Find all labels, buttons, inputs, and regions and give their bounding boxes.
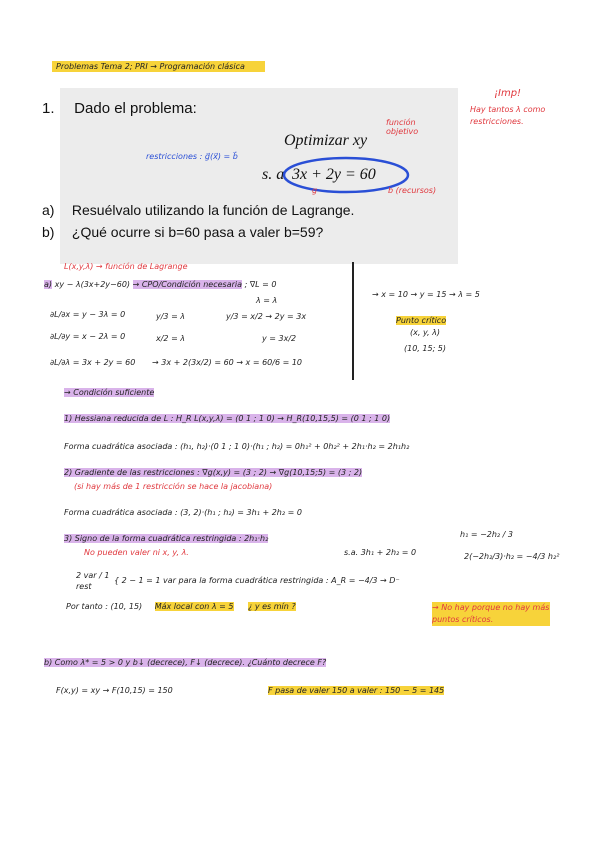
imp-body: Hay tantos λ como restricciones. <box>470 105 546 126</box>
header-title: Problemas Tema 2; PRI → Programación clásica <box>52 61 265 72</box>
portanto: Por tanto : (10, 15) <box>66 602 143 611</box>
dx: ∂L/∂x = y − 3λ = 0 <box>50 310 126 319</box>
st-label: s. a <box>262 166 285 183</box>
portanto-line <box>66 602 296 611</box>
b-recursos-note: b (recursos) <box>388 186 437 195</box>
g-note: g <box>312 186 318 195</box>
eq1: y/3 = x/2 → 2y = 3x <box>226 312 307 321</box>
a-line <box>44 280 277 289</box>
var-rest: 2 var / 1 rest <box>76 571 110 591</box>
a-label: a) <box>44 280 53 289</box>
h2: 2(−2h₂/3)·h₂ = −4/3 h₂² <box>464 552 560 561</box>
funcion-objetivo-note: función objetivo <box>386 118 419 136</box>
problem-intro: Dado el problema: <box>74 100 197 117</box>
dy: ∂L/∂y = x − 2λ = 0 <box>50 332 126 341</box>
b-line <box>44 658 326 667</box>
divider-line <box>352 262 354 380</box>
cond-suf <box>64 388 154 397</box>
f-result: F pasa de valer 150 a valer : 150 − 5 = 145 <box>268 686 445 695</box>
max-local: Máx local con λ = 5 <box>154 602 234 611</box>
imp-title: ¡Imp! <box>494 88 522 99</box>
eq2: y = 3x/2 <box>262 334 297 343</box>
result: → x = 10 → y = 15 → λ = 5 <box>372 290 480 299</box>
notes-header <box>52 62 265 71</box>
signo-text: 3) Signo de la forma cuadrática restringida : 2h₁·h₂ <box>64 534 269 543</box>
dlambda: ∂L/∂λ = 3x + 2y = 60 <box>50 358 136 367</box>
sys1: y/3 = λ <box>156 312 186 321</box>
punto-vals: (10, 15; 5) <box>404 344 447 353</box>
part-a <box>42 202 354 218</box>
part-a-label: a) <box>42 202 55 218</box>
cond-suf-label: → Condición suficiente <box>64 388 155 397</box>
lagrangian: xy − λ(3x+2y−60) <box>54 280 131 289</box>
f-result-wrap <box>268 686 444 695</box>
restricciones-note: restricciones : g⃗(x⃗) = b⃗ <box>146 152 238 161</box>
part-b-text: ¿Qué ocurre si b=60 pasa a valer b=59? <box>71 224 324 240</box>
grad-condition: ; ∇L = 0 <box>244 280 277 289</box>
objective: Optimizar xy <box>284 132 368 149</box>
gradiente-text: 2) Gradiente de las restricciones : ∇g(x,y) = (3 ; 2) → ∇g(10,15;5) = (3 ; 2) <box>64 468 363 477</box>
h1: h₁ = −2h₂ / 3 <box>460 530 514 539</box>
hessiana-text: 1) Hessiana reducida de L : H_R L(x,y,λ) = (0 1 ; 1 0) → H_R(10,15,5) = (0 1 ; 1 0) <box>64 414 391 423</box>
punto-critico-label: Punto crítico <box>396 316 447 325</box>
punto-vars: (x, y, λ) <box>410 328 440 337</box>
gradiente <box>64 468 362 477</box>
part-b-label: b) <box>42 224 55 240</box>
no-pueden: No pueden valer ni x, y, λ. <box>84 548 189 557</box>
constraint: 3x + 2y = 60 <box>292 166 376 183</box>
formula: { 2 − 1 = 1 var para la forma cuadrática restringida : A_R = −4/3 → D⁻ <box>114 576 400 585</box>
part-b <box>42 224 323 240</box>
forma1: Forma cuadrática asociada : (h₁, h₂)·(0 1 ; 1 0)·(h₁ ; h₂) = 0h₁² + 0h₂² + 2h₁·h₂ = 2h₁h₂ <box>64 442 410 451</box>
sys2: x/2 = λ <box>156 334 186 343</box>
no-hay: → No hay porque no hay más puntos críticos. <box>432 603 550 624</box>
eq3: → 3x + 2(3x/2) = 60 → x = 60/6 = 10 <box>152 358 303 367</box>
forma2: Forma cuadrática asociada : (3, 2)·(h₁ ; h₂) = 3h₁ + 2h₂ = 0 <box>64 508 302 517</box>
lambda-eq: λ = λ <box>256 296 278 305</box>
problem-number: 1. <box>42 100 55 117</box>
hessiana <box>64 414 390 423</box>
problem-intro-line <box>42 100 197 117</box>
b-text: b) Como λ* = 5 > 0 y b↓ (decrece), F↓ (decrece). ¿Cuánto decrece F? <box>44 658 327 667</box>
jacobiana: (si hay más de 1 restricción se hace la jacobiana) <box>74 482 273 491</box>
lagrange-note: L(x,y,λ) → función de Lagrange <box>64 262 188 271</box>
punto-critico <box>396 316 446 325</box>
cpo: → CPO/Condición necesaria <box>132 280 243 289</box>
signo <box>64 534 268 543</box>
sa: s.a. 3h₁ + 2h₂ = 0 <box>344 548 417 557</box>
es-min: ¿ y es mín ? <box>248 602 296 611</box>
part-a-text: Resuélvalo utilizando la función de Lagrange. <box>71 202 355 218</box>
f-line: F(x,y) = xy → F(10,15) = 150 <box>56 686 173 695</box>
